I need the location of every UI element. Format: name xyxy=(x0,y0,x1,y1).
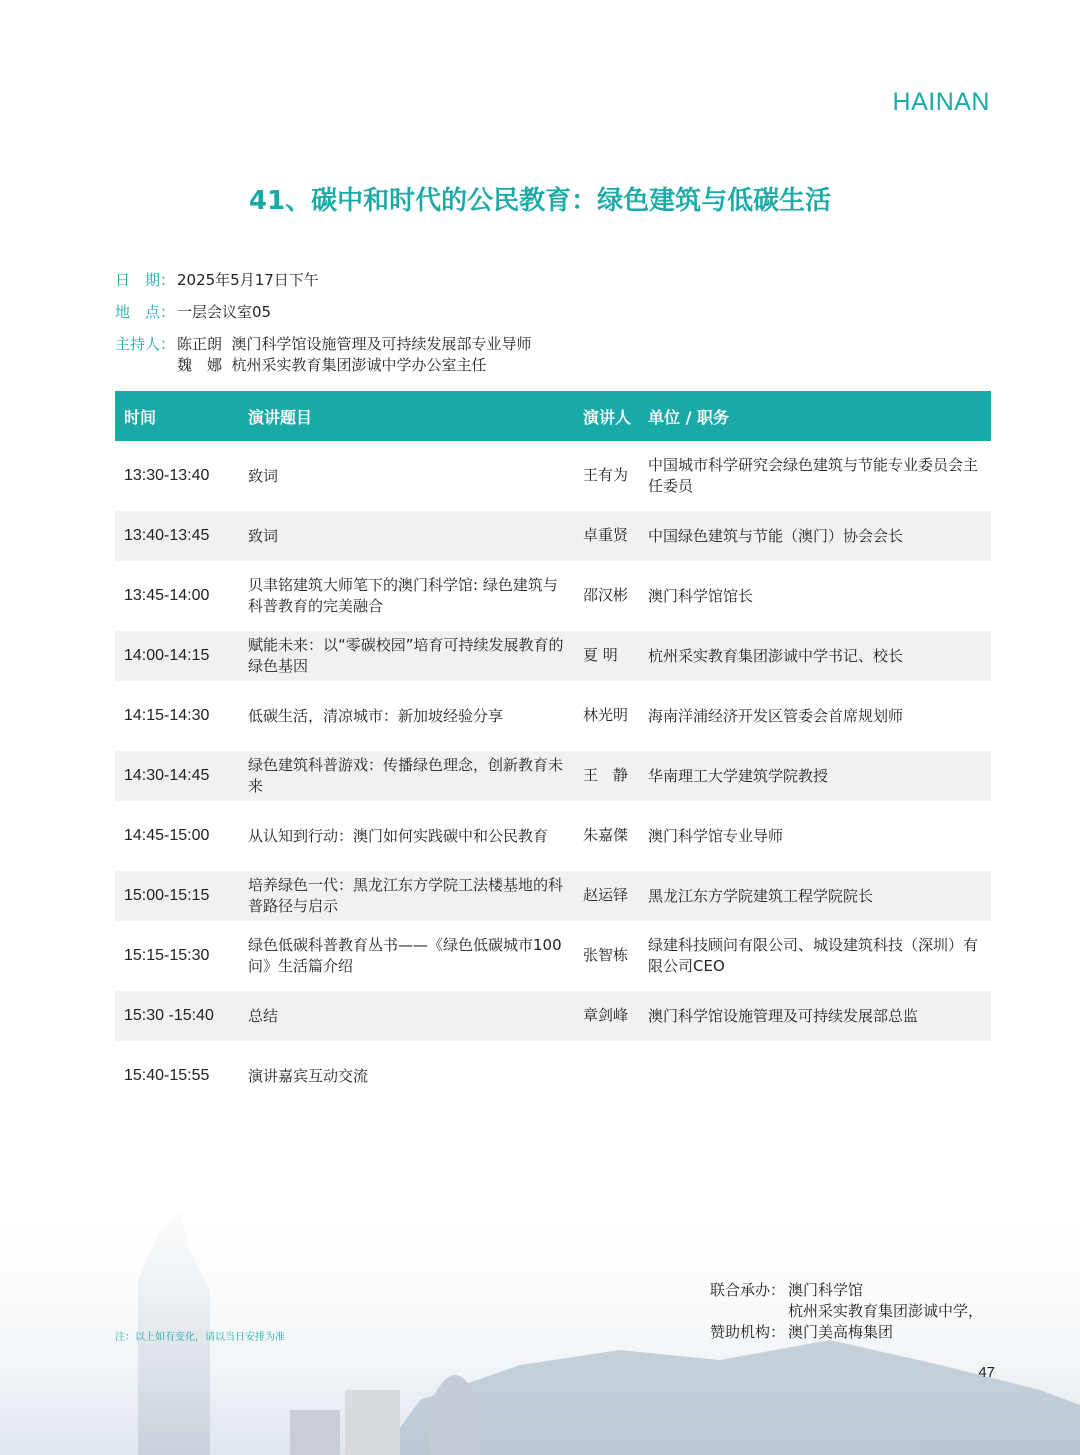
cell-speaker xyxy=(583,705,628,726)
cell-time-text: 13:45-14:00 xyxy=(124,587,210,604)
cell-unit-text: 华南理工大学建筑学院教授 xyxy=(648,766,829,785)
cell-time-text: 13:40-13:45 xyxy=(124,527,210,544)
cell-speaker xyxy=(583,945,628,966)
cell-topic xyxy=(248,515,568,557)
page-number: 47 xyxy=(978,1364,995,1381)
table-row xyxy=(115,811,991,861)
cell-speaker-text: 王有为 xyxy=(583,466,629,484)
host-1: 陈正朗 澳门科学馆设施管理及可持续发展部专业导师 xyxy=(177,335,532,353)
cell-speaker-text: 邵汉彬 xyxy=(583,586,629,604)
cell-time-text: 13:30-13:40 xyxy=(124,467,210,484)
cell-unit xyxy=(648,635,988,677)
cell-speaker xyxy=(583,825,628,846)
cell-time xyxy=(124,945,209,966)
cell-unit-text: 中国城市科学研究会绿色建筑与节能专业委员会主任委员 xyxy=(648,456,979,495)
host-2: 魏 娜 杭州采实教育集团澎诚中学办公室主任 xyxy=(177,356,487,374)
cell-topic xyxy=(248,815,568,857)
cell-topic xyxy=(248,755,568,797)
host-row xyxy=(115,334,532,376)
cell-unit-text: 海南洋浦经济开发区管委会首席规划师 xyxy=(648,706,904,725)
cell-speaker-text: 章剑峰 xyxy=(583,1006,629,1024)
cell-unit xyxy=(648,1055,988,1097)
cell-topic xyxy=(248,995,568,1037)
place-value: 一层会议室05 xyxy=(177,303,272,321)
cell-unit xyxy=(648,455,988,497)
cell-topic-text: 致词 xyxy=(248,466,279,485)
cell-unit xyxy=(648,875,988,917)
cell-time xyxy=(124,705,209,726)
cell-topic-text: 从认知到行动：澳门如何实践碳中和公民教育 xyxy=(248,826,549,845)
cell-topic-text: 贝聿铭建筑大师笔下的澳门科学馆: 绿色建筑与科普教育的完美融合 xyxy=(248,576,558,615)
cell-speaker-text: 王 静 xyxy=(583,766,629,784)
cell-speaker-text: 张智栋 xyxy=(583,946,629,964)
cell-time xyxy=(124,1065,209,1086)
cell-time-text: 14:30-14:45 xyxy=(124,767,210,784)
co-host-label: 联合承办： xyxy=(710,1281,786,1299)
place-row xyxy=(115,302,532,323)
place-label: 地 点： xyxy=(115,303,176,321)
co-host-2: 杭州采实教育集团澎诚中学， xyxy=(788,1302,984,1320)
table-row xyxy=(115,571,991,621)
table-row xyxy=(115,871,991,921)
cell-speaker xyxy=(583,885,628,906)
cell-unit xyxy=(648,575,988,617)
cell-unit xyxy=(648,935,988,977)
table-row xyxy=(115,511,991,561)
cell-speaker-text: 林光明 xyxy=(583,706,629,724)
cell-speaker-text: 赵运铎 xyxy=(583,886,629,904)
cell-topic xyxy=(248,455,568,497)
cell-time xyxy=(124,525,209,546)
cell-unit xyxy=(648,515,988,557)
cell-unit xyxy=(648,815,988,857)
cell-time xyxy=(124,825,209,846)
cell-speaker xyxy=(583,1005,628,1026)
cell-unit-text: 黑龙江东方学院建筑工程学院院长 xyxy=(648,886,874,905)
table-row xyxy=(115,691,991,741)
header-time: 时间 xyxy=(124,408,157,427)
cell-unit-text: 澳门科学馆馆长 xyxy=(648,586,754,605)
cell-time-text: 15:15-15:30 xyxy=(124,947,210,964)
cell-unit-text: 澳门科学馆专业导师 xyxy=(648,826,784,845)
cell-topic-text: 演讲嘉宾互动交流 xyxy=(248,1066,369,1085)
cell-time xyxy=(124,585,209,606)
cell-speaker xyxy=(583,525,628,546)
cell-topic xyxy=(248,695,568,737)
cell-unit xyxy=(648,995,988,1037)
cell-time-text: 14:45-15:00 xyxy=(124,827,210,844)
cell-unit xyxy=(648,695,988,737)
cell-time-text: 15:30 -15:40 xyxy=(124,1007,214,1024)
co-host-row-2 xyxy=(710,1301,983,1322)
page-title: 41、碳中和时代的公民教育：绿色建筑与低碳生活 xyxy=(248,186,832,216)
header-speaker: 演讲人 xyxy=(583,408,632,427)
cell-topic-text: 致词 xyxy=(248,526,279,545)
cell-time-text: 14:15-14:30 xyxy=(124,707,210,724)
cell-speaker xyxy=(583,465,628,486)
date-value: 2025年5月17日下午 xyxy=(177,271,319,289)
cell-unit-text: 澳门科学馆设施管理及可持续发展部总监 xyxy=(648,1006,919,1025)
cell-speaker-text: 夏 明 xyxy=(583,646,618,664)
date-row xyxy=(115,270,532,291)
cell-topic-text: 总结 xyxy=(248,1006,279,1025)
sponsor-label: 赞助机构： xyxy=(710,1323,786,1341)
cell-unit-text: 中国绿色建筑与节能（澳门）协会会长 xyxy=(648,526,904,545)
sponsor: 澳门美高梅集团 xyxy=(788,1323,894,1341)
table-row xyxy=(115,931,991,981)
cell-time xyxy=(124,765,209,786)
table-row xyxy=(115,991,991,1041)
cell-speaker xyxy=(583,645,618,666)
cell-topic xyxy=(248,875,568,917)
header-unit: 单位 / 职务 xyxy=(648,408,729,427)
cell-time xyxy=(124,645,209,666)
sponsor-row xyxy=(710,1322,983,1343)
table-header xyxy=(115,391,991,441)
cell-time-text: 15:40-15:55 xyxy=(124,1067,210,1084)
cell-topic-text: 低碳生活，清凉城市：新加坡经验分享 xyxy=(248,706,504,725)
cell-time xyxy=(124,465,209,486)
table-row xyxy=(115,751,991,801)
table-row xyxy=(115,1051,991,1101)
cell-topic xyxy=(248,935,568,977)
cell-time xyxy=(124,885,209,906)
co-host-1: 澳门科学馆 xyxy=(788,1281,864,1299)
note: 注：以上如有变化，请以当日安排为准 xyxy=(115,1332,285,1343)
cell-topic-text: 赋能未来：以“零碳校园”培育可持续发展教育的绿色基因 xyxy=(248,636,564,675)
host-label: 主持人： xyxy=(115,335,176,353)
cell-topic xyxy=(248,575,568,617)
cell-speaker-text: 朱嘉傑 xyxy=(583,826,629,844)
cell-unit-text: 绿建科技顾问有限公司、城设建筑科技（深圳）有限公司CEO xyxy=(648,936,979,975)
cell-time-text: 14:00-14:15 xyxy=(124,647,210,664)
cell-topic-text: 绿色低碳科普教育丛书——《绿色低碳城市100问》生活篇介绍 xyxy=(248,936,562,975)
agenda-table xyxy=(115,391,991,1101)
cell-topic xyxy=(248,635,568,677)
co-host-row xyxy=(710,1280,983,1301)
brand-label: HAINAN xyxy=(892,88,990,116)
cell-topic-text: 培养绿色一代：黑龙江东方学院工法楼基地的科普路径与启示 xyxy=(248,876,564,915)
cell-time-text: 15:00-15:15 xyxy=(124,887,210,904)
table-row xyxy=(115,631,991,681)
table-row xyxy=(115,451,991,501)
cell-topic xyxy=(248,1055,568,1097)
cell-topic-text: 绿色建筑科普游戏：传播绿色理念，创新教育未来 xyxy=(248,756,564,795)
cell-speaker xyxy=(583,585,628,606)
cell-time xyxy=(124,1005,214,1026)
cell-unit xyxy=(648,755,988,797)
cell-speaker-text: 卓重贤 xyxy=(583,526,629,544)
cell-unit-text: 杭州采实教育集团澎诚中学书记、校长 xyxy=(648,646,904,665)
organizers xyxy=(710,1280,983,1343)
header-topic: 演讲题目 xyxy=(248,408,313,427)
cell-speaker xyxy=(583,765,628,786)
date-label: 日 期： xyxy=(115,271,176,289)
session-info xyxy=(115,270,532,387)
